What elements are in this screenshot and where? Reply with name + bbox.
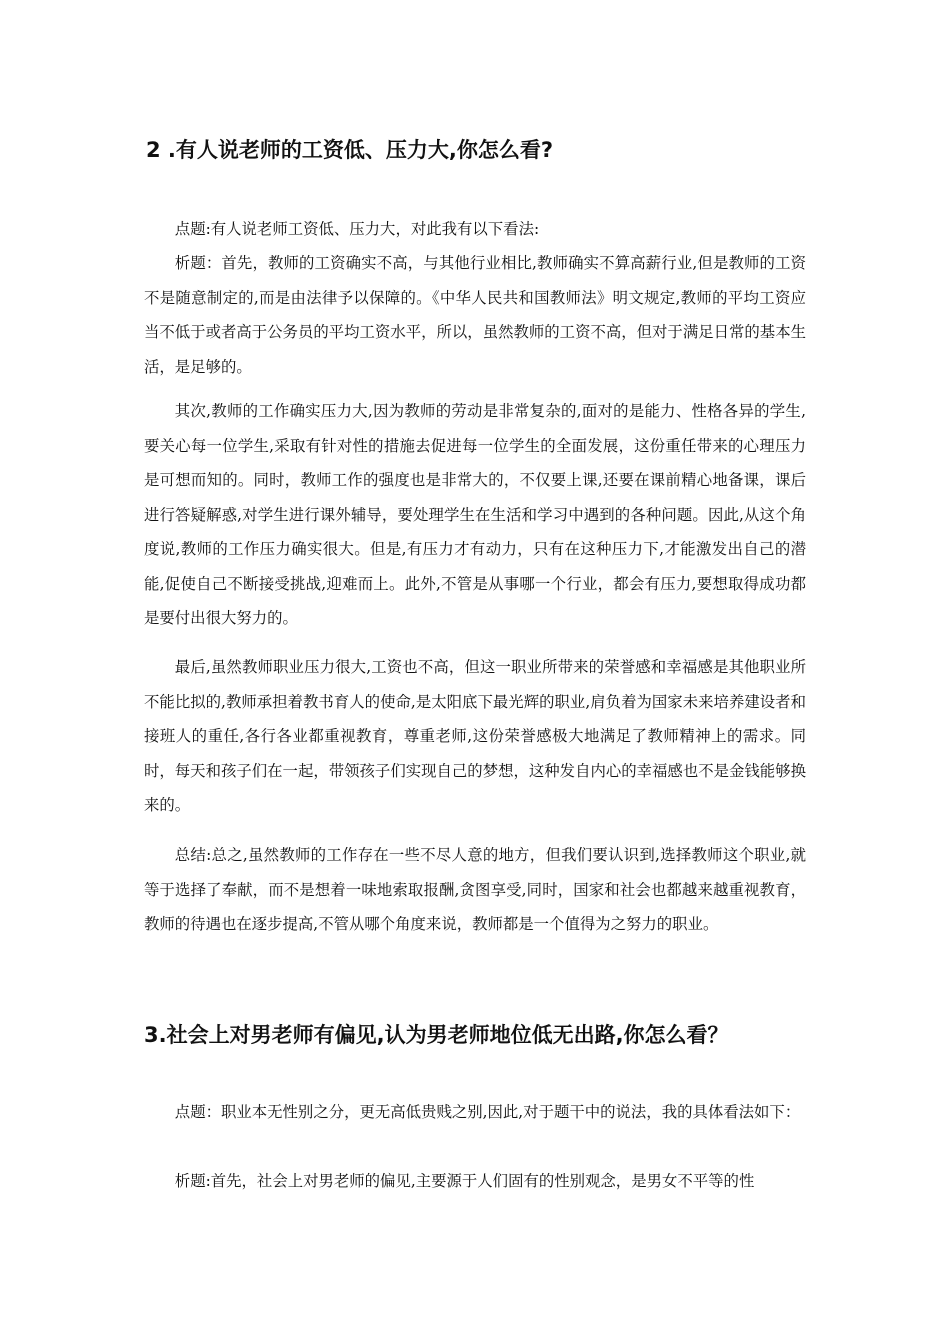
- question-3-heading: 3.社会上对男老师有偏见,认为男老师地位低无出路,你怎么看？: [144, 1023, 729, 1047]
- q3-intro-paragraph: 点题：职业本无性别之分，更无高低贵贱之别,因此,对于题干中的说法，我的具体看法如下：: [174, 1103, 801, 1121]
- q2-analysis-first-paragraph: 析题：首先，教师的工资确实不高，与其他行业相比,教师确实不算高薪行业,但是教师的工资不是随意制定的,而是由法律予以保障的。《中华人民共和国教师法》明文规定,教师的平均工资应当不低于或者高于公务员的平均工资水平，所以，虽然教师的工资不高，但对于满足日常的基本生活，是足够的。: [144, 254, 806, 376]
- q3-analysis-first-paragraph: 析题:首先，社会上对男老师的偏见,主要源于人们固有的性别观念，是男女不平等的性: [174, 1172, 755, 1190]
- question-2-heading: 2 .有人说老师的工资低、压力大,你怎么看?: [146, 138, 554, 162]
- q2-analysis-last-paragraph: 最后,虽然教师职业压力很大,工资也不高，但这一职业所带来的荣誉感和幸福感是其他职业所不能比拟的,教师承担着教书育人的使命,是太阳底下最光辉的职业,肩负着为国家未来培养建设者和接班人的重任,各行各业都重视教育，尊重老师,这份荣誉感极大地满足了教师精神上的需求。同时，每天和孩子们在一起，带领孩子们实现自己的梦想，这种发自内心的幸福感也不是金钱能够换来的。: [144, 658, 806, 814]
- q2-analysis-second-paragraph: 其次,教师的工作确实压力大,因为教师的劳动是非常复杂的,面对的是能力、性格各异的学生,要关心每一位学生,采取有针对性的措施去促进每一位学生的全面发展，这份重任带来的心理压力是可想而知的。同时，教师工作的强度也是非常大的，不仅要上课,还要在课前精心地备课，课后进行答疑解惑,对学生进行课外辅导，要处理学生在生活和学习中遇到的各种问题。因此,从这个角度说,教师的工作压力确实很大。但是,有压力才有动力，只有在这种压力下,才能激发出自己的潜能,促使自己不断接受挑战,迎难而上。此外,不管是从事哪一个行业，都会有压力,要想取得成功都是要付出很大努力的。: [144, 402, 806, 627]
- q2-summary-paragraph: 总结:总之,虽然教师的工作存在一些不尽人意的地方，但我们要认识到,选择教师这个职业,就等于选择了奉献，而不是想着一味地索取报酬,贪图享受,同时，国家和社会也都越来越重视教育，教师的待遇也在逐步提高,不管从哪个角度来说，教师都是一个值得为之努力的职业。: [144, 846, 806, 933]
- q2-intro-paragraph: 点题:有人说老师工资低、压力大，对此我有以下看法:: [174, 220, 540, 238]
